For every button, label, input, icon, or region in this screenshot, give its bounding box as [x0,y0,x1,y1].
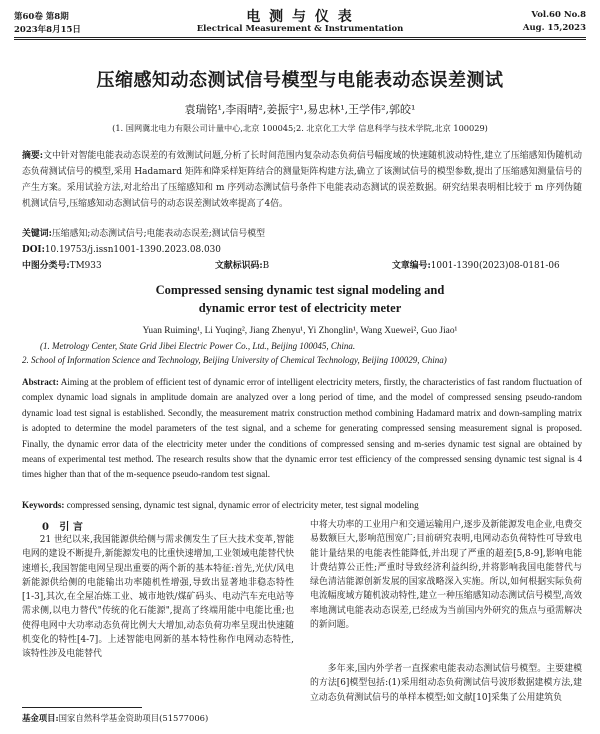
doi-text: 10.19753/j.issn1001-1390.2023.08.030 [44,245,221,255]
doc-code-value: B [262,261,270,271]
header-vol-issue-en: Vol.60 No.8 [531,10,586,20]
abstract-cn [22,148,582,212]
title-cn: 压缩感知动态测试信号模型与电能表动态误差测试 [96,70,504,91]
keywords-en-label: Keywords: [22,500,65,510]
keywords-cn-text: 压缩感知;动态测试信号;电能表动态误差;测试信号模型 [51,229,265,239]
footnote-text: 国家自然科学基金资助项目(51577006) [58,713,209,723]
footnote [22,712,208,724]
affiliation-en-1: (1. Metrology Center, State Grid Jibei Electric Power Co., Ltd., Beijing 100045, China. [40,341,356,351]
header-date-cn: 2023年8月15日 [14,25,81,35]
footnote-rule [22,707,142,708]
section-number: 0 [42,522,49,533]
clc-number [22,258,102,274]
header-date-en: Aug. 15,2023 [522,23,586,33]
header-rule-thin [14,39,586,40]
section-title: 引 言 [59,522,83,533]
intro-right-paragraph-2: 多年来,国内外学者一直探索电能表动态测试信号模型。主要建模的方法[6]模型包括:(1)采用组动态负荷测试信号波形数据建模方法,建立动态负荷测试信号的单样本模型;如文献[10]采集了公用建筑负 [310,664,582,703]
intro-left-paragraph: 21 世纪以来,我国能源供给侧与需求侧发生了巨大技术变革,智能电网的建设不断提升,新能源发电的比重快速增加,工业领域电能替代快速增长,我国智能电网呈现出重要的两个新的基本特征:首先,光伏/风电新能源供给侧的电能输出功率随机性增强,导致出显著地非稳态特性[1-3],其次,在全屋冶炼工业、城市地铁/煤矿码头、电动汽车充电站等需求侧,以电力替代"传统的化石能源",提高了终端用能中电能比重;也使得电网中大功率动态负荷比例大大增加,动态负荷功率呈现出快速随机变化的特性[4-7]。上述智能电网新的基本特性称作电网动态特性,该特性涉及电能替代 [22,535,294,660]
abstract-en [22,375,582,483]
header-vol-issue-cn: 第60卷 第8期 [14,12,69,22]
footnote-label: 基金项目: [22,713,59,723]
abstract-en-text: Aiming at the problem of efficient test of dynamic error of intelligent electricity meters, firstly, the characteristics of fast random fluctuation of complex dynamic load signals in amplitude domain are analyzed over a long period of time, and the model of compressed sensing pseudo-random dynamic load test signal is established. Secondly, the measurement matrix construction method combining Hadamard matrix and down-sampling matrix is adopted to determine the model parameters of the test signal, and a scheme for generating compressed sensing measurement signal is proposed. Finally, the dynamic error data of the electricity meter under the conditions of compressed sensing and m-series dynamic test signal are obtained by means of experimental test method. The research results show that the dynamic error test efficiency of the compressed sensing dynamic test signal is 4 times higher than that of the m-sequence pseudo-random test signal. [22,377,582,480]
doc-code-label: 文献标识码: [215,261,263,271]
keywords-cn [22,226,265,242]
abstract-cn-label: 摘要: [22,151,44,161]
doi-label: DOI: [22,245,45,255]
clc-label: 中图分类号: [22,261,70,271]
article-number-label: 文章编号: [392,261,431,271]
abstract-en-label: Abstract: [22,377,59,387]
document-code [215,258,269,274]
header-journal-en: Electrical Measurement & Instrumentation [196,24,404,34]
title-en-line2: dynamic error test of electricity meter [198,301,402,315]
affiliation-cn: (1. 国网冀北电力有限公司计量中心,北京 100045;2. 北京化工大学 信息科学与技术学院,北京 100029) [112,123,488,133]
affiliation-en-2: 2. School of Information Science and Technology, Beijing University of Chemical Technology, Beijing 100029, China) [22,355,447,365]
article-number-value: 1001-1390(2023)08-0181-06 [430,261,560,271]
header-journal-cn: 电 测 与 仪 表 [246,9,354,25]
authors-cn: 袁瑞铭¹,李雨晴²,姜振宇¹,易忠林¹,王学伟²,郭皎¹ [184,103,416,116]
header-rule [14,37,586,38]
title-en-line1: Compressed sensing dynamic test signal modeling and [155,283,445,297]
intro-right-paragraph-1: 中将大功率的工业用户和交通运输用户,逐步及新能源发电企业,电费交易数额巨大,影响范围宽广;目前研究表明,电网动态负荷特性可导致电能计量结果的电能表性能降低,并出现了严重的超差[5,8-9],影响电能计费结算公正性;严重时导致经济利益纠纷,并将影响我国电能替代与绿色清洁能源创新发展的国家战略深入实施。所以,如何根据实际负荷电流幅度域方随机波动特性,建立一种压缩感知动态测试信号模型,高效率地测试电能表动态误差,已经成为当前国内外研究的焦点与亟需解决的新问题。 [310,520,582,631]
keywords-en-text: compressed sensing, dynamic test signal, dynamic error of electricity meter, test signal modeling [66,500,419,510]
keywords-cn-label: 关键词: [22,229,52,239]
clc-value: TM933 [69,261,102,271]
authors-en: Yuan Ruiming¹, Li Yuqing², Jiang Zhenyu¹, Yi Zhonglin¹, Wang Xuewei², Guo Jiao¹ [142,326,458,336]
keywords-en [22,498,582,513]
section-heading [42,518,83,533]
abstract-cn-text: 文中针对智能电能表动态误差的有效测试问题,分析了长时间范围内复杂动态负荷信号幅度域的快速随机波动特性,建立了压缩感知伪随机动态负荷测试信号的模型,采用 Hadamard 矩阵和降采样矩阵结合的测量矩阵构建方法,确立了该测试信号的模型参数,提出了压缩感知测量信号的产生方案。采用试验方法,对北给出了压缩感知和 m 序列动态测试信号条件下电能表动态测试的误差数据。研究结果表明相比较于 m 序列伪随机测试信号,压缩感知动态测试信号的动态误差测试效率提高了4倍。 [22,151,583,209]
doi [22,242,221,258]
article-number [392,258,560,274]
